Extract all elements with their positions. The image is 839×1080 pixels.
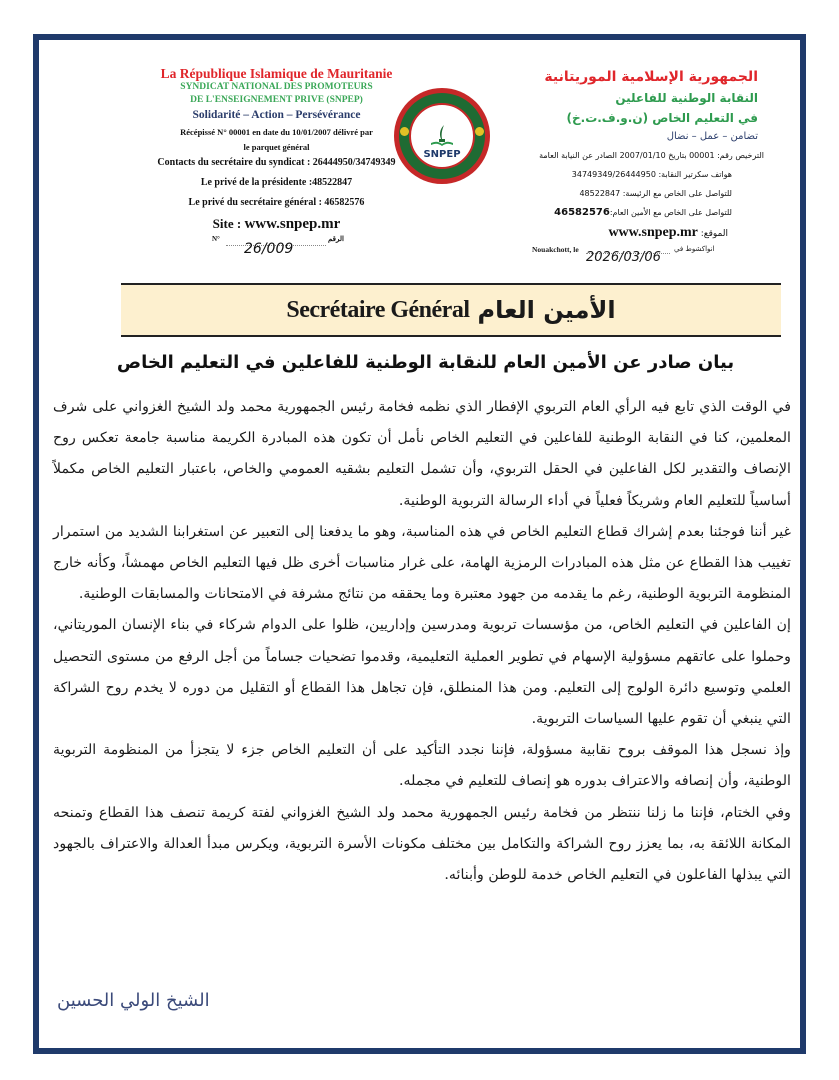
receipt-line1-fr: Récépissé N° 00001 en date du 10/01/2007 délivré par	[180, 127, 373, 137]
statement-body	[53, 392, 791, 891]
contact-secretary-general-fr: Le privé du secrétaire général : 46582576	[188, 197, 365, 208]
logo-center	[409, 103, 475, 169]
phones-secretary-ar: هواتف سكرتير النقابة: 34749349/26444950	[571, 170, 732, 179]
logo-text: SNPEP	[423, 149, 461, 160]
contact-president-ar: للتواصل على الخاص مع الرئيسة: 48522847	[579, 189, 732, 198]
site-url-ar[interactable]: www.snpep.mr	[608, 225, 698, 240]
receipt-line2-fr: le parquet général	[243, 142, 310, 152]
date-label-ar: انواكشوط في	[674, 245, 715, 253]
syndicate-name-line1-ar: النقابة الوطنية للفاعلين	[615, 91, 758, 105]
banner-title-ar: الأمين العام	[477, 296, 616, 324]
syndicate-name-line1-fr: SYNDICAT NATIONAL DES PROMOTEURS	[180, 82, 373, 92]
letterhead-arabic	[494, 66, 794, 269]
paragraph: إن الفاعلين في التعليم الخاص، من مؤسسات تربوية ومدرسين وإداريين، ظلوا على الدوام شركاء في بناء الإنسان الموريتاني، وحملوا على عاتقهم مسؤولية الإسهام في تطوير العملية التعليمية، وقدموا تضحيات جساماً من أجل الرفع من مستوى التحصيل العلمي وتوسيع دائرة الولوج إلى التعليم. ومن هذا المنطلق، فإن تجاهل هذا القطاع أو التقليل من دوره لا يخدم روح الشراكة التي ينبغي أن تقوم عليها السياسات التربوية.	[53, 617, 791, 728]
contact-secretary-general-label-ar: للتواصل على الخاص مع الأمين العام:	[609, 208, 732, 217]
paragraph: غير أننا فوجئنا بعدم إشراك قطاع التعليم الخاص في هذه المناسبة، وهو ما يدفعنا إلى التعبير عن استغرابنا الشديد من استمرار تغييب هذا القطاع عن مثل هذه المبادرات الرمزية الهامة، على غرار مناسبات أخرى ظل فيها التعليم الخاص مهمشاً، وكأنه خارج المنظومة التربوية الوطنية، رغم ما يقدمه من جهود معتبرة وما يحققه من نتائج مشرفة في الامتحانات والمسابقات الوطنية.	[53, 523, 791, 603]
republic-name-ar: الجمهورية الإسلامية الموريتانية	[544, 69, 758, 85]
paragraph: في الوقت الذي تابع فيه الرأي العام التربوي الإفطار الذي نظمه فخامة رئيس الجمهورية محمد ولد الشيخ الغزواني على شرف المعلمين، كنا في النقابة الوطنية للفاعلين في التعليم الخاص نأمل أن تكون هذه المبادرة الكريمة مناسبة جامعة تعكس روح الإنصاف والتقدير لكل الفاعلين في الحقل التربوي، وأن تشمل التعليم بشقيه العمومي والخاص، باعتبار التعليم الخاص مكملاً أساسياً للتعليم العام وشريكاً فعلياً في أداء الرسالة التربوية الوطنية.	[53, 399, 791, 509]
document-date: 2026/03/06	[586, 250, 661, 265]
contact-secretary-general-ar	[494, 203, 794, 222]
paragraph: وإذ نسجل هذا الموقف بروح نقابية مسؤولة، فإننا نجدد التأكيد على أن التعليم الخاص جزء لا يتجزأ من المنظومة التربوية الوطنية، وأن إنصافه والاعتراف بدوره هو إنصاف للتعليم في مجمله.	[53, 742, 791, 790]
flag-emblem-icon	[400, 127, 409, 136]
document-frame	[33, 34, 806, 1054]
site-label-ar: الموقع:	[697, 229, 728, 239]
contact-president-fr: Le privé de la présidente :48522847	[200, 177, 353, 188]
syndicate-name-line2-fr: DE L'ENSEIGNEMENT PRIVE (SNPEP)	[190, 95, 363, 105]
signature: الشيخ الولي الحسين	[57, 990, 210, 1011]
site-url-fr[interactable]: www.snpep.mr	[244, 216, 341, 232]
banner-title-fr: Secrétaire Général	[286, 296, 470, 323]
number-label-ar: الرقم	[328, 235, 344, 243]
paragraph: وفي الختام، فإننا ما زلنا ننتظر من فخامة رئيس الجمهورية محمد ولد الشيخ الغزواني لفتة كريمة تنصف هذا القطاع وتمنحه المكانة اللائقة به، بما يعزز روح الشراكة والتكامل بين مختلف مكونات الأسرة التربوية، ويكرس مبدأ العدالة والاعتراف بالجهود التي يبذلها الفاعلون في التعليم الخاص خدمة للوطن وأبنائه.	[53, 804, 791, 884]
website-fr	[134, 213, 419, 235]
number-label-fr: N°	[212, 235, 220, 243]
receipt-ar: الترخيص رقم: 00001 بتاريخ 2007/01/10 الصادر عن النيابة العامة	[539, 151, 764, 160]
motto-fr: Solidarité – Action – Persévérance	[192, 109, 361, 121]
letterhead-french	[134, 66, 419, 257]
flag-emblem-icon	[475, 127, 484, 136]
syndicate-name-line2-ar: في التعليم الخاص (ن.و.ف.ت.خ)	[566, 111, 758, 125]
date-label-fr: Nouakchott, le	[532, 245, 579, 254]
republic-name-fr: La République Islamique de Mauritanie	[160, 66, 393, 81]
logo-ring	[399, 93, 485, 179]
statement-heading: بيان صادر عن الأمين العام للنقابة الوطنية للفاعلين في التعليم الخاص	[116, 352, 735, 373]
reference-number: 26/009	[244, 241, 294, 257]
contact-secretary-general-value-ar: 46582576	[554, 207, 610, 218]
website-ar	[494, 222, 794, 245]
quill-book-emblem-icon	[429, 123, 455, 149]
date-row	[494, 245, 794, 269]
motto-ar: تضامن – عمل – نضال	[666, 131, 758, 142]
site-label-fr: Site :	[212, 216, 245, 231]
contact-secretary-fr: Contacts du secrétaire du syndicat : 26444950/34749349	[157, 157, 396, 168]
title-banner	[121, 283, 781, 337]
snpep-logo	[394, 88, 490, 184]
reference-number-row	[134, 235, 419, 257]
